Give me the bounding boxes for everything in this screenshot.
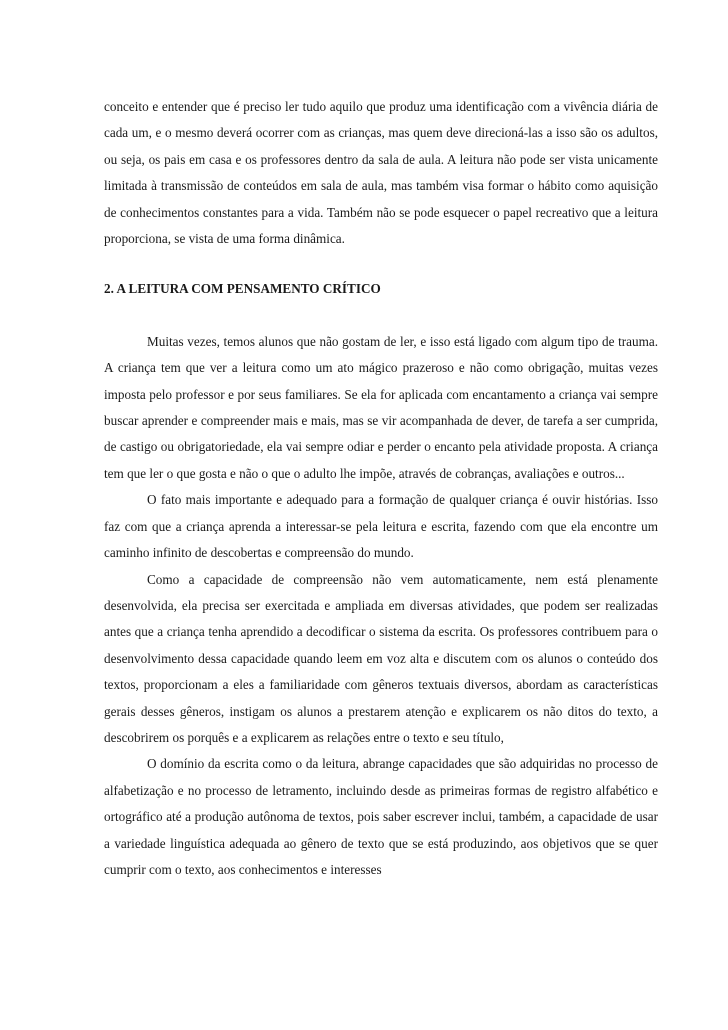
spacer [104,252,658,276]
intro-paragraph: conceito e entender que é preciso ler tudo aquilo que produz uma identificação com a vivência diária de cada um, e o mesmo deverá ocorrer com as crianças, mas quem deve direcioná-las a isso são os adultos, ou seja, os pais em casa e os professores dentro da sala de aula. A leitura não pode ser vista unicamente limitada à transmissão de conteúdos em sala de aula, mas também visa formar o hábito como aquisição de conhecimentos constantes para a vida. Também não se pode esquecer o papel recreativo que a leitura proporciona, se vista de uma forma dinâmica. [104,99,658,247]
body-paragraph: Como a capacidade de compreensão não vem automaticamente, nem está plenamente desenvolvida, ela precisa ser exercitada e ampliada em diversas atividades, que podem ser realizadas antes que a criança tenha aprendido a decodificar o sistema da escrita. Os professores contribuem para o desenvolvimento dessa capacidade quando leem em voz alta e discutem com os alunos o conteúdo dos textos, proporcionam a eles a familiaridade com gêneros textuais diversos, abordam as características gerais desses gêneros, instigam os alunos a prestarem atenção e explicarem os não ditos do texto, a descobrirem os porquês e a explicarem as relações entre o texto e seu título, [104,571,658,745]
section-heading: 2. A LEITURA COM PENSAMENTO CRÍTICO [104,281,381,297]
body-paragraph: Muitas vezes, temos alunos que não gostam de ler, e isso está ligado com algum tipo de trauma. A criança tem que ver a leitura como um ato mágico prazeroso e não como obrigação, muitas vezes imposta pelo professor e por seus familiares. Se ela for aplicada com encantamento a criança vai sempre buscar aprender e compreender mais e mais, mas se vir acompanhada de dever, de tarefa a ser cumprida, de castigo ou obrigatoriedade, ela vai sempre odiar e perder o encanto pela atividade proposta. A criança tem que ler o que gosta e não o que o adulto lhe impõe, através de cobranças, avaliações e outros... [104,333,658,481]
spacer [104,303,658,329]
body-paragraph: O fato mais importante e adequado para a formação de qualquer criança é ouvir histórias. Isso faz com que a criança aprenda a interessar-se pela leitura e escrita, fazendo com que ela encontre um caminho infinito de descobertas e compreensão do mundo. [104,492,658,561]
body-paragraph: O domínio da escrita como o da leitura, abrange capacidades que são adquiridas no processo de alfabetização e no processo de letramento, incluindo desde as primeiras formas de registro alfabético e ortográfico até a produção autônoma de textos, pois saber escrever inclui, também, a capacidade de usar a variedade linguística adequada ao gênero de texto que se está produzindo, aos objetivos que se quer cumprir com o texto, aos conhecimentos e interesses [104,756,658,877]
document-page [104,94,658,883]
